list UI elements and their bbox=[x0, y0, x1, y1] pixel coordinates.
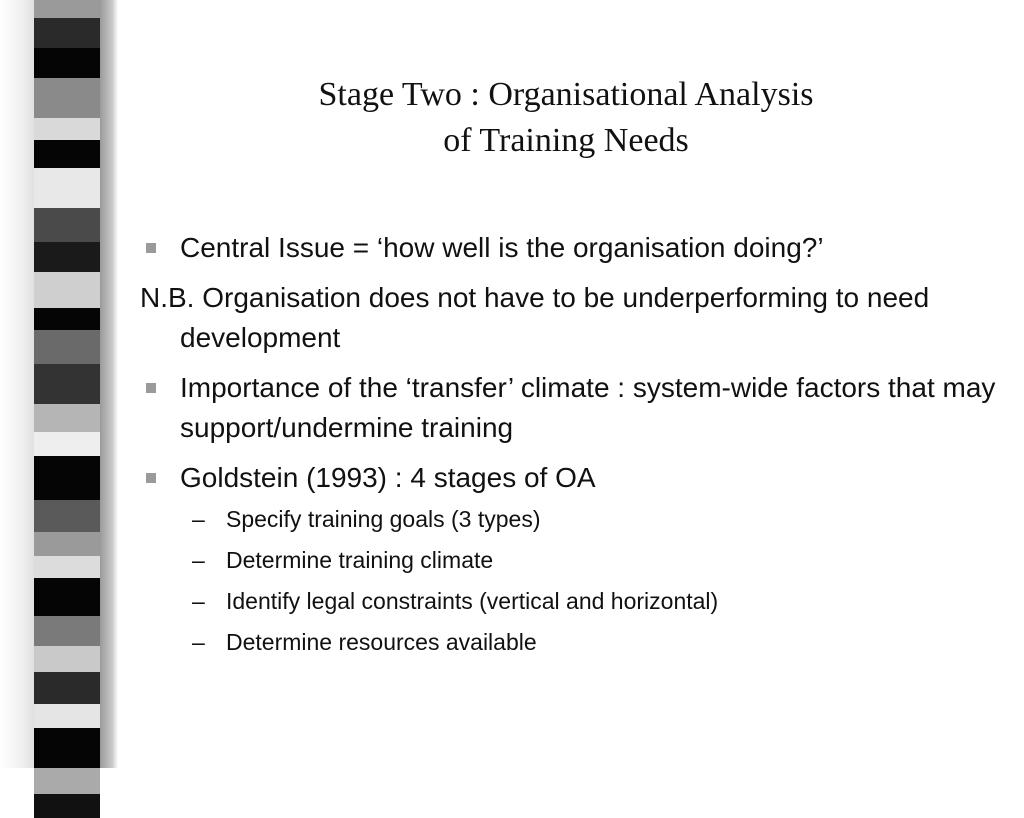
strip-segment bbox=[34, 456, 100, 500]
strip-segment bbox=[34, 208, 100, 242]
strip-segment bbox=[34, 272, 100, 308]
sub-bullet-item bbox=[140, 545, 1000, 575]
strip-segment bbox=[34, 330, 100, 364]
strip-segment bbox=[34, 118, 100, 140]
strip-segment bbox=[34, 616, 100, 646]
strip-segment bbox=[34, 364, 100, 404]
square-bullet-icon bbox=[146, 473, 156, 483]
strip-segment bbox=[34, 78, 100, 118]
strip-segment bbox=[34, 794, 100, 818]
sub-bullet-item bbox=[140, 504, 1000, 534]
sub-bullet-item bbox=[140, 627, 1000, 657]
bullet-item bbox=[140, 458, 1000, 498]
strip-segment bbox=[34, 672, 100, 704]
strip-segment bbox=[34, 556, 100, 578]
striped-strip-decoration bbox=[34, 0, 100, 768]
strip-segment bbox=[34, 404, 100, 432]
title-line-1: Stage Two : Organisational Analysis bbox=[318, 76, 814, 113]
strip-segment bbox=[34, 768, 100, 794]
strip-segment bbox=[34, 532, 100, 556]
strip-segment bbox=[34, 308, 100, 330]
strip-segment bbox=[34, 168, 100, 208]
strip-segment bbox=[34, 432, 100, 456]
strip-segment bbox=[34, 704, 100, 728]
strip-segment bbox=[34, 0, 100, 18]
bullet-item bbox=[140, 368, 1000, 448]
sub-bullet-item bbox=[140, 586, 1000, 616]
square-bullet-icon bbox=[146, 243, 156, 253]
title-line-2: of Training Needs bbox=[443, 122, 689, 159]
dash-marker: – bbox=[192, 506, 205, 532]
strip-segment bbox=[34, 140, 100, 168]
bullet-item bbox=[140, 228, 1000, 268]
dash-marker: – bbox=[192, 547, 205, 573]
dash-marker: – bbox=[192, 629, 205, 655]
sub-bullet-text: Determine resources available bbox=[226, 629, 537, 655]
strip-segment bbox=[34, 500, 100, 532]
sub-bullet-text: Identify legal constraints (vertical and horizontal) bbox=[226, 588, 719, 614]
strip-segment bbox=[34, 242, 100, 272]
slide-title bbox=[160, 72, 972, 164]
strip-segment bbox=[34, 646, 100, 672]
sub-bullet-text: Determine training climate bbox=[226, 547, 494, 573]
slide-body bbox=[140, 228, 1000, 668]
note-text: N.B. Organisation does not have to be underperforming to need development bbox=[140, 282, 930, 353]
square-bullet-icon bbox=[146, 383, 156, 393]
sub-bullet-text: Specify training goals (3 types) bbox=[226, 506, 541, 532]
bullet-text: Goldstein (1993) : 4 stages of OA bbox=[180, 462, 596, 493]
strip-segment bbox=[34, 18, 100, 48]
strip-segment bbox=[34, 578, 100, 616]
strip-segment bbox=[34, 728, 100, 768]
bullet-text: Central Issue = ‘how well is the organisation doing?’ bbox=[180, 232, 824, 263]
note-item bbox=[140, 278, 1000, 358]
strip-segment bbox=[34, 48, 100, 78]
bullet-text: Importance of the ‘transfer’ climate : system-wide factors that may support/undermine training bbox=[180, 372, 996, 443]
dash-marker: – bbox=[192, 588, 205, 614]
